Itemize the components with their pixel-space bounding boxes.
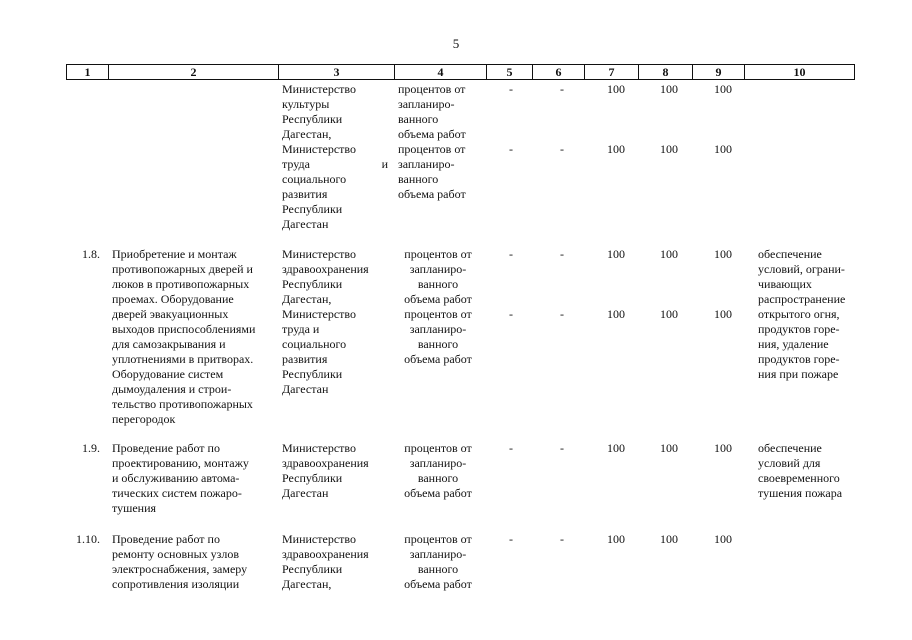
text-line: электроснабжения, замеру	[112, 562, 248, 576]
text-line: Республики	[282, 277, 343, 291]
row-number: 1.8.	[82, 247, 100, 261]
text-line: тельство противопожарных	[112, 397, 253, 411]
text-line: своевременного	[758, 471, 840, 485]
row-val-8a: 100	[660, 532, 678, 546]
text-line: Министерство	[282, 532, 356, 546]
text-line: здравоохранения	[282, 547, 369, 561]
text-line: перегородок	[112, 412, 176, 426]
row-unit-a	[392, 441, 484, 501]
text-line: условий, ограни-	[758, 262, 845, 276]
text-line: запланиро-	[409, 456, 467, 470]
row-val-6a: -	[560, 247, 564, 261]
text-line: открытого огня,	[758, 307, 840, 321]
header-col-1: 1	[67, 65, 109, 80]
header-col-8: 8	[639, 65, 693, 80]
continuation-val-8b: 100	[660, 142, 678, 156]
text-line: тушения	[112, 501, 157, 515]
continuation-val-5b: -	[509, 142, 513, 156]
row-org-a	[282, 532, 369, 592]
text-line: запланиро-	[398, 157, 455, 171]
row-result	[758, 441, 842, 501]
text-line: социального	[282, 337, 347, 351]
row-val-7a: 100	[607, 532, 625, 546]
text-line: Проведение работ по	[112, 441, 220, 455]
row-val-9a: 100	[714, 441, 732, 455]
text-line-justified	[282, 157, 388, 172]
text-line: Приобретение и монтаж	[112, 247, 237, 261]
continuation-unit-a	[398, 82, 466, 142]
text-line: проектированию, монтажу	[112, 456, 249, 470]
row-val-5a: -	[509, 441, 513, 455]
row-val-8b: 100	[660, 307, 678, 321]
text-line: объема работ	[398, 187, 466, 201]
text-line: развития	[282, 187, 328, 201]
text-line: объема работ	[404, 577, 472, 591]
header-col-6: 6	[533, 65, 585, 80]
text-line: запланиро-	[409, 262, 467, 276]
continuation-org-a	[282, 82, 356, 142]
row-val-6a: -	[560, 532, 564, 546]
text-line: объема работ	[398, 127, 466, 141]
text-line: выходов приспособлениями	[112, 322, 256, 336]
text-line: тических систем пожаро-	[112, 486, 242, 500]
continuation-val-9b: 100	[714, 142, 732, 156]
text-line: Дагестан,	[282, 577, 332, 591]
continuation-val-8a: 100	[660, 82, 678, 96]
text-line: труда и	[282, 322, 320, 336]
text-line: Министерство	[282, 142, 356, 156]
text-line: Оборудование систем	[112, 367, 224, 381]
text-line: Министерство	[282, 441, 356, 455]
text-line: здравоохранения	[282, 456, 369, 470]
row-val-8a: 100	[660, 441, 678, 455]
text-line: Дагестан	[282, 486, 329, 500]
continuation-val-5a: -	[509, 82, 513, 96]
row-val-7a: 100	[607, 441, 625, 455]
text-line: чивающих	[758, 277, 812, 291]
row-number: 1.9.	[82, 441, 100, 455]
page-number: 5	[452, 36, 460, 51]
text-line: сопротивления изоляции	[112, 577, 240, 591]
text-line: Министерство	[282, 82, 356, 96]
header-col-2: 2	[109, 65, 279, 80]
text-line: Проведение работ по	[112, 532, 220, 546]
text-line: ванного	[398, 112, 439, 126]
header-col-5: 5	[487, 65, 533, 80]
text-line: Республики	[282, 562, 343, 576]
text-line: продуктов горе-	[758, 352, 840, 366]
text-line: процентов от	[404, 532, 472, 546]
text-line: люков в противопожарных	[112, 277, 250, 291]
header-col-3: 3	[279, 65, 395, 80]
text-line: объема работ	[404, 486, 472, 500]
continuation-unit-b	[398, 142, 466, 202]
continuation-val-6b: -	[560, 142, 564, 156]
text-line: Республики	[282, 367, 343, 381]
continuation-val-7a: 100	[607, 82, 625, 96]
row-val-7b: 100	[607, 307, 625, 321]
text-line: Дагестан,	[282, 127, 332, 141]
text-line: запланиро-	[398, 97, 455, 111]
text-line: объема работ	[404, 352, 472, 366]
row-unit-b	[392, 307, 484, 367]
row-description	[112, 441, 249, 516]
text-line: распространение	[758, 292, 846, 306]
text-line: дымоудаления и строи-	[112, 382, 232, 396]
row-description	[112, 247, 255, 427]
header-col-4: 4	[395, 65, 487, 80]
text-line: развития	[282, 352, 328, 366]
text-line: условий для	[758, 456, 821, 470]
text-line: Министерство	[282, 247, 356, 261]
text-line: дверей эвакуационных	[112, 307, 229, 321]
header-col-9: 9	[693, 65, 745, 80]
text-line: Республики	[282, 471, 343, 485]
text-line: процентов от	[398, 142, 466, 156]
text-line: ванного	[398, 172, 439, 186]
header-col-7: 7	[585, 65, 639, 80]
text-line: ремонту основных узлов	[112, 547, 240, 561]
row-org-b	[282, 307, 356, 397]
continuation-val-6a: -	[560, 82, 564, 96]
text-word: труда	[282, 157, 310, 171]
row-result	[758, 247, 845, 382]
text-word: и	[381, 157, 388, 171]
text-line: Республики	[282, 202, 343, 216]
header-col-10: 10	[745, 65, 855, 80]
text-line: ванного	[417, 277, 459, 291]
text-line: ванного	[417, 337, 459, 351]
row-val-6b: -	[560, 307, 564, 321]
row-val-8a: 100	[660, 247, 678, 261]
continuation-org-b	[282, 142, 388, 232]
row-unit-a	[392, 247, 484, 307]
text-line: запланиро-	[409, 547, 467, 561]
column-header-row	[66, 64, 855, 80]
text-line: Дагестан	[282, 382, 329, 396]
row-val-9a: 100	[714, 247, 732, 261]
text-line: Республики	[282, 112, 343, 126]
text-line: Дагестан	[282, 217, 329, 231]
row-description	[112, 532, 247, 592]
row-unit-a	[392, 532, 484, 592]
text-line: противопожарных дверей и	[112, 262, 253, 276]
text-line: процентов от	[404, 247, 472, 261]
text-line: для самозакрывания и	[112, 337, 226, 351]
text-line: продуктов горе-	[758, 322, 840, 336]
row-val-5b: -	[509, 307, 513, 321]
row-val-9a: 100	[714, 532, 732, 546]
text-line: ванного	[417, 471, 459, 485]
text-line: обеспечение	[758, 441, 822, 455]
row-val-5a: -	[509, 247, 513, 261]
text-line: объема работ	[404, 292, 472, 306]
text-line: ния при пожаре	[758, 367, 839, 381]
text-line: Министерство	[282, 307, 356, 321]
text-line: проемах. Оборудование	[112, 292, 234, 306]
row-org-a	[282, 247, 369, 307]
text-line: процентов от	[404, 441, 472, 455]
row-number: 1.10.	[76, 532, 100, 546]
row-val-7a: 100	[607, 247, 625, 261]
text-line: уплотнениями в притворах.	[112, 352, 254, 366]
text-line: Дагестан,	[282, 292, 332, 306]
text-line: тушения пожара	[758, 486, 843, 500]
text-line: процентов от	[398, 82, 466, 96]
row-val-9b: 100	[714, 307, 732, 321]
row-org-a	[282, 441, 369, 501]
text-line: ния, удаление	[758, 337, 829, 351]
row-val-5a: -	[509, 532, 513, 546]
text-line: социального	[282, 172, 347, 186]
row-val-6a: -	[560, 441, 564, 455]
text-line: ванного	[417, 562, 459, 576]
continuation-val-9a: 100	[714, 82, 732, 96]
text-line: культуры	[282, 97, 330, 111]
text-line: и обслуживанию автома-	[112, 471, 240, 485]
text-line: обеспечение	[758, 247, 822, 261]
text-line: здравоохранения	[282, 262, 369, 276]
text-line: запланиро-	[409, 322, 467, 336]
text-line: процентов от	[404, 307, 472, 321]
continuation-val-7b: 100	[607, 142, 625, 156]
